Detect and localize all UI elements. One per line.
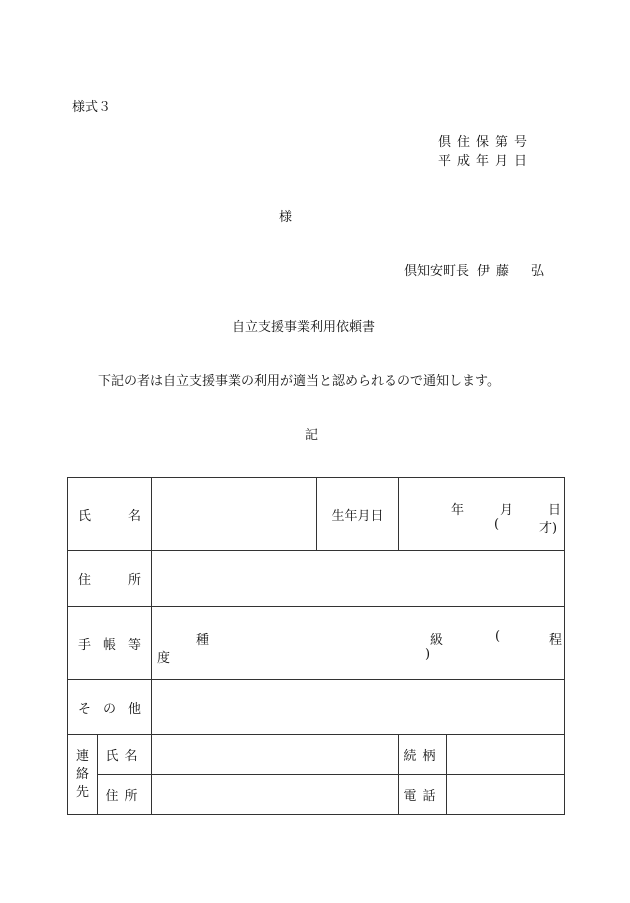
techo-kind-label: 種 [196, 633, 210, 648]
contact-relation-field[interactable] [447, 735, 565, 775]
dob-label: 生年月日 [317, 478, 399, 551]
contact-address-field[interactable] [152, 775, 399, 815]
addressee-honorific: 様 [279, 210, 293, 225]
address-field[interactable] [152, 551, 565, 607]
techo-degree-label-2: 度 [157, 651, 171, 666]
sender-title: 倶知安町長 [404, 264, 470, 279]
techo-open-paren: ( [495, 629, 501, 644]
address-label: 住 所 [68, 551, 152, 607]
techo-grade-label: 級 [430, 633, 444, 648]
techo-field[interactable] [152, 607, 565, 680]
request-table [67, 477, 565, 815]
contact-label [68, 735, 98, 815]
dob-year-label: 年 [451, 503, 465, 518]
contact-label-text: 連絡先 [75, 748, 89, 800]
dob-month-label: 月 [500, 503, 514, 518]
contact-phone-label: 電話 [399, 775, 447, 815]
dob-day-label: 日 [548, 503, 562, 518]
document-title: 自立支援事業利用依頼書 [232, 320, 376, 335]
name-label: 氏 名 [68, 478, 152, 551]
sender-surname: 伊藤 [477, 264, 516, 279]
contact-name-field[interactable] [152, 735, 399, 775]
techo-label: 手帳等 [68, 607, 152, 680]
form-number: 様式３ [72, 100, 112, 115]
ki-heading: 記 [305, 428, 319, 443]
document-date: 平成年月日 [438, 154, 534, 169]
techo-close-paren: ) [425, 647, 431, 662]
contact-phone-field[interactable] [447, 775, 565, 815]
document-number: 倶住保第号 [438, 135, 534, 150]
sender [404, 260, 544, 279]
techo-degree-label-1: 程 [549, 633, 563, 648]
age-close-label: 才) [539, 521, 558, 536]
other-label: その他 [68, 680, 152, 735]
body-text: 下記の者は自立支援事業の利用が適当と認められるので通知します。 [98, 374, 500, 389]
contact-address-label: 住所 [98, 775, 152, 815]
other-field[interactable] [152, 680, 565, 735]
dob-field[interactable] [399, 478, 565, 551]
age-open-paren: ( [494, 517, 500, 532]
name-field[interactable] [152, 478, 317, 551]
sender-given-name: 弘 [531, 264, 545, 279]
contact-name-label: 氏名 [98, 735, 152, 775]
contact-relation-label: 続柄 [399, 735, 447, 775]
